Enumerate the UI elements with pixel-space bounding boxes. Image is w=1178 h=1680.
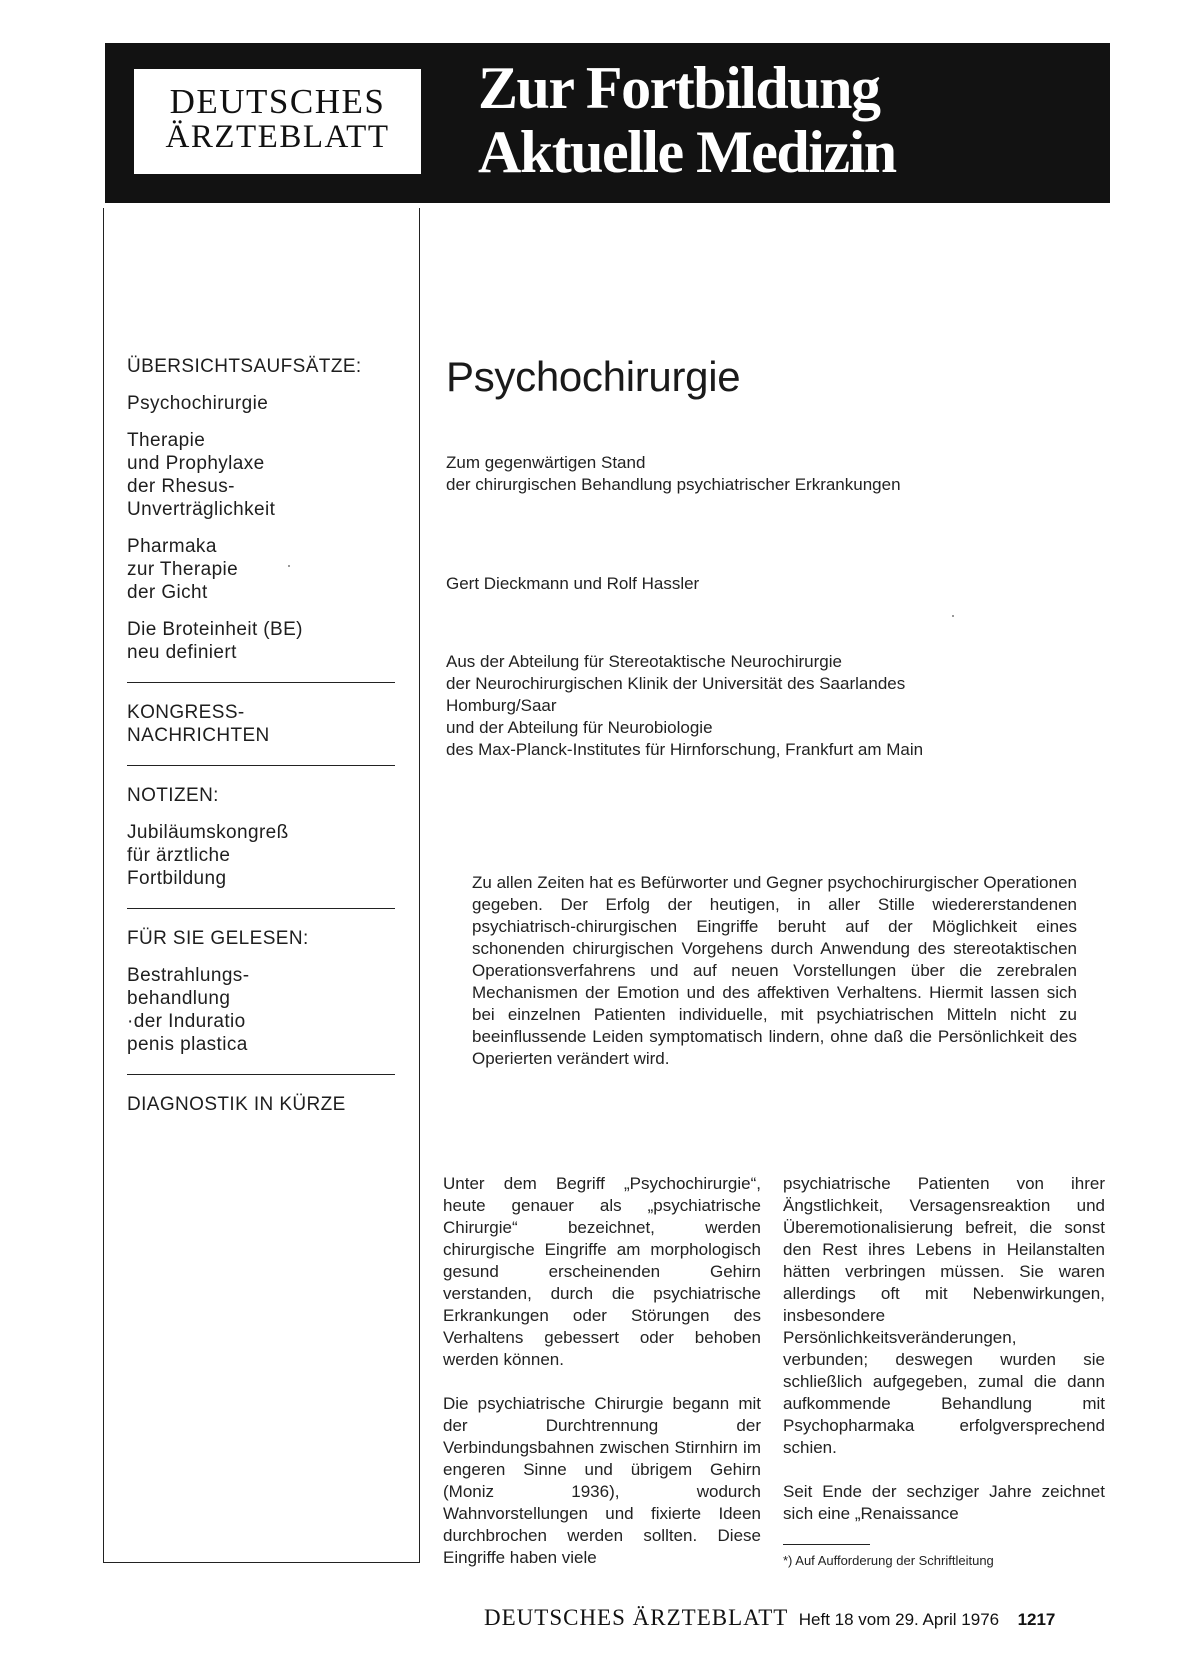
footer-issue: Heft 18 vom 29. April 1976 [798,1610,1000,1629]
section-title-line-1: Zur Fortbildung [478,55,880,121]
article-title: Psychochirurgie [446,353,741,400]
sidebar-divider [127,908,395,909]
toc-entry: Therapie und Prophylaxe der Rhesus- Unverträglichkeit [127,430,276,520]
affiliation-line: und der Abteilung für Neurobiologie [446,718,713,737]
toc-entry: Die Broteinheit (BE) neu definiert [127,619,303,663]
body-paragraph: Unter dem Begriff „Psychochirurgie“, heute genauer als „psychiatrische Chirurgie“ bezeichnet, werden chirurgische Eingriffe am morphologisch gesund erscheinenden Gehirn verstanden, durch die psychiatrische Erkrankungen oder Störungen des Verhaltens gebessert oder behoben werden können. [443,1174,761,1369]
toc-entry: Jubiläumskongreß für ärztliche Fortbildung [127,822,289,889]
footnote: *) Auf Aufforderung der Schriftleitung [783,1553,994,1568]
body-paragraph: psychiatrische Patienten von ihrer Ängstlichkeit, Versagensreaktion und Überemotionalisierung befreit, die sonst den Rest ihres Lebens in Heilanstalten hätten verbringen müssen. Sie waren allerdings oft mit Nebenwirkungen, insbesondere Persönlichkeitsveränderungen, verbunden; deswegen wurden sie schließlich aufgegeben, zumal die dann aufkommende Behandlung mit Psychopharmaka erfolgversprechend schien. [783,1174,1105,1457]
sidebar-divider [127,765,395,766]
toc-section-heading: NOTIZEN: [127,785,219,806]
toc-section-heading: FÜR SIE GELESEN: [127,928,309,949]
article-abstract: Zu allen Zeiten hat es Befürworter und Gegner psychochirurgischer Operationen gegeben. Der Erfolg der heutigen, in aller Stille wiedererstandenen psychiatrisch-chirurgischen Eingriffe beruht auf der Möglichkeit eines schonenden chirurgischen Vorgehens durch Anwendung des stereotaktischen Operationsverfahrens und auf neuen Vorstellungen über die zerebralen Mechanismen der Emotion und des affektiven Verhaltens. Hiermit lassen sich bei einzelnen Patienten individuelle, mit psychiatrischen Mitteln nicht zu beeinflussende Leiden symptomatisch lindern, ohne daß die Persönlichkeit des Operierten verändert wird. [472,873,1077,1068]
body-column-left [443,1173,761,1591]
page-footer [484,1605,1055,1631]
section-title-line-2: Aktuelle Medizin [478,119,896,185]
sidebar-divider [127,1074,395,1075]
toc-entry: Pharmaka zur Therapie der Gicht [127,536,239,603]
body-column-right [783,1173,1105,1547]
table-of-contents [127,355,397,1130]
sidebar-divider [127,682,395,683]
print-speck [288,565,290,567]
affiliation-line: der Neurochirurgischen Klinik der Universität des Saarlandes [446,674,906,693]
page-number: 1217 [1017,1610,1056,1629]
logo-line-2: ÄRZTEBLATT [165,119,390,155]
article-subtitle [446,452,901,496]
footer-journal-name: DEUTSCHES ÄRZTEBLATT [484,1605,789,1630]
body-paragraph: Die psychiatrische Chirurgie begann mit der Durchtrennung der Verbindungsbahnen zwischen Stirnhirn im engeren Sinne und übrigem Gehirn (Moniz 1936), wodurch Wahnvorstellungen und fixierte Ideen durchbrochen werden sollten. Diese Eingriffe haben viele [443,1394,761,1567]
journal-logo [134,69,421,174]
author-affiliation [446,651,923,761]
logo-line-1: DEUTSCHES [169,82,386,121]
affiliation-line: Homburg/Saar [446,696,557,715]
affiliation-line: des Max-Planck-Institutes für Hirnforschung, Frankfurt am Main [446,740,924,759]
body-paragraph: Seit Ende der sechziger Jahre zeichnet sich eine „Renaissance [783,1482,1105,1523]
footnote-divider [783,1544,870,1545]
toc-section-heading: ÜBERSICHTSAUFSÄTZE: [127,356,362,377]
affiliation-line: Aus der Abteilung für Stereotaktische Neurochirurgie [446,652,842,671]
toc-entry: Bestrahlungs- behandlung ·der Induratio penis plastica [127,965,250,1055]
article-authors: Gert Dieckmann und Rolf Hassler [446,574,700,593]
toc-section-heading: KONGRESS- NACHRICHTEN [127,702,270,746]
section-title [478,56,896,184]
toc-section-heading: DIAGNOSTIK IN KÜRZE [127,1094,346,1115]
subtitle-line-1: Zum gegenwärtigen Stand [446,453,646,472]
toc-entry: Psychochirurgie [127,393,269,414]
subtitle-line-2: der chirurgischen Behandlung psychiatrischer Erkrankungen [446,475,901,494]
print-speck [952,615,954,617]
